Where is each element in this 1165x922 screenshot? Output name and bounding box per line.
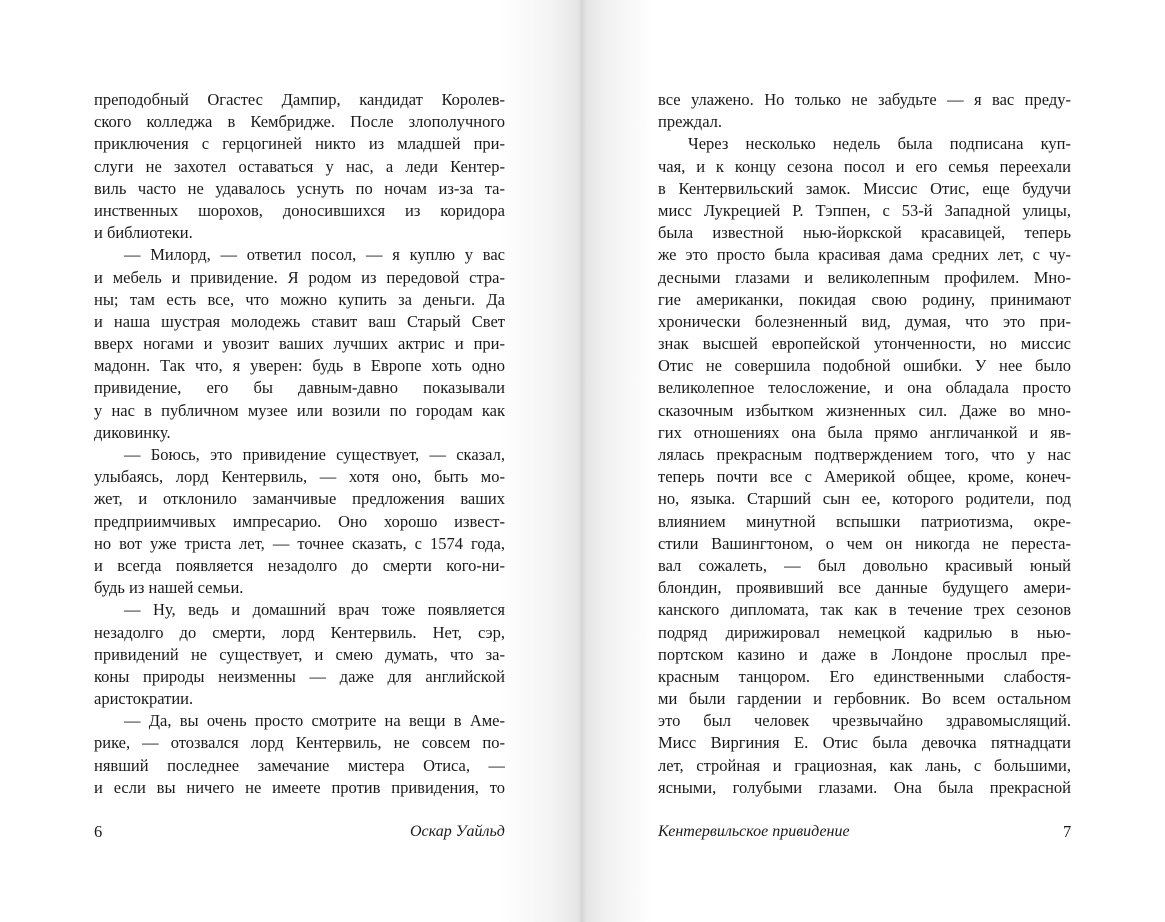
text-line: же это просто была красивая дама средних лет, с чу- (658, 245, 1071, 265)
text-line: привидение, его бы давным-давно показывали (94, 378, 505, 398)
text-line: слуги не захотел оставаться у нас, а леди Кентер- (94, 156, 505, 176)
text-line: великолепное телосложение, и она обладала просто (658, 378, 1071, 398)
text-line: — Да, вы очень просто смотрите на вещи в Аме- (124, 711, 505, 731)
text-line: — Милорд, — ответил посол, — я куплю у вас (124, 245, 505, 265)
text-line: виль часто не удавалось уснуть по ночам из-за та- (94, 178, 505, 198)
text-line: мисс Лукрецией Р. Тэппен, с 53-й Западной улицы, (658, 200, 1071, 220)
text-line: вал сожалеть, — был довольно красивый юный (658, 555, 1071, 575)
text-line: но вот уже триста лет, — точнее сказать, с 1574 года, (94, 533, 505, 553)
text-line: аристократии. (94, 689, 194, 709)
text-line: мадонн. Так что, я уверен: будь в Европе хоть одно (94, 356, 505, 376)
text-line: ны; там есть все, что можно купить за деньги. Да (94, 289, 505, 309)
right-running-head: Кентервильское привидение (658, 823, 850, 840)
text-line: влиянием минутной вспышки патриотизма, окре- (658, 511, 1071, 531)
text-line: будь из нашей семьи. (94, 578, 244, 598)
text-line: лет, стройная и грациозная, как лань, с большими, (658, 755, 1071, 775)
text-line: вверх ногами и увозит ваших лучших актрис и при- (94, 334, 505, 354)
text-line: стили Вашингтоном, о чем он никогда не переста- (658, 533, 1071, 553)
text-line: сказочным избытком жизненных сил. Даже во мно- (658, 400, 1071, 420)
text-line: привидений не существует, и смею думать, что за- (94, 644, 505, 664)
text-line: подряд дирижировал немецкой кадрилью в нью- (658, 622, 1071, 642)
text-line: знак высшей европейской утонченности, но миссис (658, 334, 1071, 354)
text-line: ми были гардении и гербовник. Во всем остальном (658, 689, 1071, 709)
text-line: незадолго до смерти, лорд Кентервиль. Нет, сэр, (94, 622, 505, 642)
text-line: красным танцором. Его единственными слабостя- (658, 666, 1071, 686)
text-line: блондин, проявивший все данные будущего амери- (658, 578, 1071, 598)
text-line: инственных шорохов, доносившихся из коридора (94, 200, 505, 220)
text-line: преподобный Огастес Дампир, кандидат Королев- (94, 90, 505, 109)
left-running-head: Оскар Уайльд (410, 823, 505, 840)
text-line: хронически болезненный вид, думая, что это при- (658, 311, 1071, 331)
text-line: и наша шустрая молодежь ставит ваш Старый Свет (94, 311, 505, 331)
left-page (0, 0, 582, 922)
text-line: диковинку. (94, 422, 171, 442)
text-line: ского колледжа в Кембридже. После злополучного (94, 112, 505, 132)
text-line: была известной нью-йоркской красавицей, теперь (658, 223, 1071, 243)
text-line: и мебель и привидение. Я родом из передовой стра- (94, 267, 505, 287)
right-page-text (658, 89, 1071, 799)
text-line: нявший последнее замечание мистера Отиса, — (94, 755, 505, 775)
text-line: преждал. (658, 112, 723, 132)
text-line: но, языка. Старший сын ее, которого родители, под (658, 489, 1071, 509)
text-line: в Кентервильский замок. Миссис Отис, еще будучи (658, 178, 1071, 198)
text-line: — Боюсь, это привидение существует, — сказал, (124, 445, 505, 464)
book-gutter (578, 0, 586, 922)
text-line: улыбаясь, лорд Кентервиль, — хотя оно, быть мо- (94, 467, 505, 487)
text-line: все улажено. Но только не забудьте — я вас преду- (658, 90, 1071, 109)
text-line: и библиотеки. (94, 223, 193, 243)
text-line: и всегда появляется незадолго до смерти кого-ни- (94, 555, 505, 575)
text-line: канского дипломата, так как в течение трех сезонов (658, 600, 1071, 620)
text-line: лялась прекрасным подтверждением того, что у нас (658, 445, 1071, 464)
text-line: приключения с герцогиней никто из младшей при- (94, 134, 505, 154)
text-line: у нас в публичном музее или возили по городам как (94, 400, 505, 420)
text-line: коны природы неизменны — даже для английской (94, 666, 505, 686)
text-line: Отис не совершила подобной ошибки. У нее было (658, 356, 1071, 376)
text-line: жет, и отклонило заманчивые предложения ваших (94, 489, 505, 509)
text-line: десными глазами и великолепным профилем. Мно- (658, 267, 1071, 287)
text-line: чая, и к концу сезона посол и его семья переехали (658, 156, 1071, 176)
text-line: теперь почти все с Америкой общее, кроме, конеч- (658, 467, 1071, 487)
text-line: ясными, голубыми глазами. Она была прекрасной (658, 777, 1071, 797)
text-line: портском казино и даже в Лондоне прослыл пре- (658, 644, 1071, 664)
left-page-text (94, 89, 505, 799)
text-line: Через несколько недель была подписана куп- (688, 134, 1071, 154)
text-line: это был человек чрезвычайно здравомыслящий. (658, 711, 1071, 731)
left-page-number: 6 (94, 822, 103, 841)
right-page-number: 7 (1063, 822, 1072, 841)
text-line: Мисс Виргиния Е. Отис была девочка пятнадцати (658, 733, 1071, 753)
text-line: рике, — отозвался лорд Кентервиль, не совсем по- (94, 733, 505, 753)
text-line: — Ну, ведь и домашний врач тоже появляется (124, 600, 505, 620)
text-line: гие американки, покидая свою родину, принимают (658, 289, 1071, 309)
text-line: гих отношениях она была прямо англичанкой и яв- (658, 422, 1071, 442)
right-page (582, 0, 1165, 922)
text-line: предприимчивых импресарио. Оно хорошо извест- (94, 511, 505, 531)
text-line: и если вы ничего не имеете против привидения, то (94, 777, 505, 797)
